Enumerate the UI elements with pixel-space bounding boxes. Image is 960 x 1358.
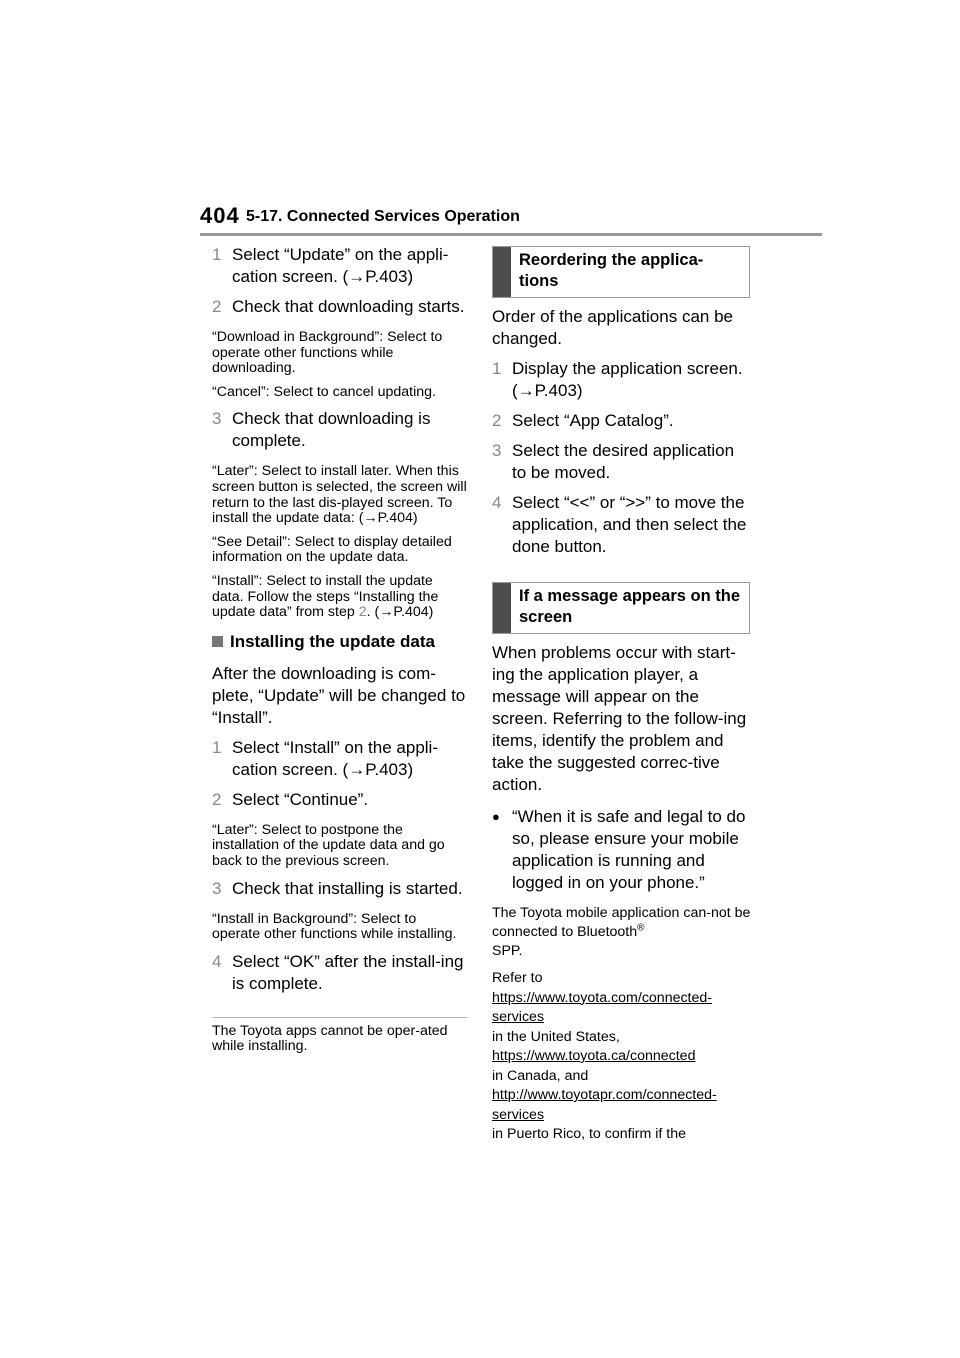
step-text: Select “<<” or “>>” to move the application, and then select the done button.: [512, 493, 747, 556]
link-toyota-canada[interactable]: https://www.toyota.ca/connected: [492, 1048, 696, 1064]
step-move-app: [492, 492, 752, 558]
step-text: Select “App Catalog”.: [512, 411, 674, 430]
pr-text: in Puerto Rico, to confirm if the: [492, 1126, 686, 1142]
step-check-download: [212, 296, 468, 318]
note-later-postpone: “Later”: Select to postpone the installation of the update data and go back to the previous screen.: [212, 821, 445, 869]
step-installing-started: [212, 878, 468, 900]
step-text: Select “Install” on the appli-cation screen. (→P.403): [232, 737, 438, 779]
step-number: 1: [212, 737, 222, 757]
footnote: The Toyota apps cannot be oper-ated while installing.: [212, 1022, 448, 1055]
step-ok: [212, 951, 468, 995]
note-install-ref: . (→P.404): [366, 604, 434, 621]
step-number: 2: [212, 789, 222, 809]
note-install-text: “Install”: Select to install the update data. Follow the steps “Installing the update data” from step: [212, 572, 439, 621]
step-number: 1: [212, 245, 222, 264]
link-toyota-pr[interactable]: http://www.toyotapr.com/connected-services: [492, 1087, 717, 1123]
note-bluetooth: [492, 904, 752, 961]
box-title: Reordering the applica-tions: [519, 251, 704, 290]
left-column: [212, 244, 468, 1055]
section-box-message: [492, 582, 750, 634]
note-download-background: “Download in Background”: Select to operate other functions while downloading.: [212, 329, 443, 377]
step-number: 3: [212, 409, 222, 429]
bullet-text: “When it is safe and legal to do so, please ensure your mobile application is running and logged in on your phone.”: [512, 807, 746, 892]
box-accent-bar: [493, 247, 511, 297]
step-reference: 2: [358, 604, 367, 621]
note-later: “Later”: Select to install later. When this screen button is selected, the screen will return to the last dis-played screen. To install the update data: (→P.404): [212, 463, 467, 527]
installing-heading: [212, 631, 468, 653]
page-number: 404: [200, 203, 240, 228]
square-bullet-icon: [212, 636, 223, 647]
step-update: [212, 244, 468, 288]
step-text: Check that downloading starts.: [232, 297, 465, 316]
step-number: 1: [492, 359, 502, 378]
canada-text: in Canada, and: [492, 1067, 589, 1084]
step-number: 4: [212, 951, 222, 971]
step-number: 4: [492, 493, 502, 512]
step-download-complete: [212, 408, 468, 452]
note-spp: SPP.: [492, 943, 523, 959]
message-bullet: [492, 806, 752, 894]
box-accent-bar: [493, 583, 511, 633]
registered-mark: ®: [637, 922, 645, 934]
section-box-reordering: [492, 246, 750, 298]
step-number: 3: [492, 441, 502, 460]
header-divider: [200, 233, 822, 236]
footnote-divider: [212, 1017, 468, 1018]
link-toyota-us[interactable]: https://www.toyota.com/connected-services: [492, 989, 713, 1025]
note-bluetooth-text: The Toyota mobile application can-not be connected to Bluetooth: [492, 905, 751, 940]
step-number: 2: [492, 411, 502, 430]
note-install: [212, 574, 468, 621]
step-display-app: [492, 358, 752, 402]
refer-block: [492, 969, 752, 1145]
reorder-paragraph: Order of the applications can be changed.: [492, 307, 733, 348]
right-column: [492, 246, 752, 1145]
heading-text: Installing the update data: [230, 631, 435, 651]
step-install: [212, 737, 468, 781]
bullet-dot-icon: ●: [492, 809, 500, 824]
step-text: Select “OK” after the install-ing is complete.: [232, 951, 464, 993]
step-text: Check that downloading is complete.: [232, 409, 431, 451]
step-text: Display the application screen. (→P.403): [512, 359, 743, 400]
step-select-app: [492, 440, 752, 484]
note-install-background: “Install in Background”: Select to operate other functions while installing.: [212, 910, 457, 943]
section-title: 5-17. Connected Services Operation: [246, 208, 520, 225]
step-app-catalog: [492, 410, 752, 432]
box-title: If a message appears on the screen: [519, 587, 741, 626]
step-text: Select the desired application to be moved.: [512, 441, 735, 482]
step-number: 2: [212, 297, 222, 316]
step-continue: [212, 789, 468, 811]
note-cancel: “Cancel”: Select to cancel updating.: [212, 383, 436, 400]
step-number: 3: [212, 878, 222, 898]
us-text: in the United States,: [492, 1028, 620, 1045]
installing-paragraph: After the downloading is com-plete, “Update” will be changed to “Install”.: [212, 663, 466, 727]
step-text: Select “Continue”.: [232, 789, 369, 809]
message-paragraph: When problems occur with start-ing the application player, a message will appear on the screen. Referring to the follow-ing items, identify the problem and take the suggested correc-tive action.: [492, 643, 747, 794]
note-see-detail: “See Detail”: Select to display detailed information on the update data.: [212, 533, 452, 566]
step-text: Check that installing is started.: [232, 878, 463, 898]
step-text: Select “Update” on the appli-cation screen. (→P.403): [232, 245, 449, 286]
refer-text: Refer to: [492, 970, 543, 986]
